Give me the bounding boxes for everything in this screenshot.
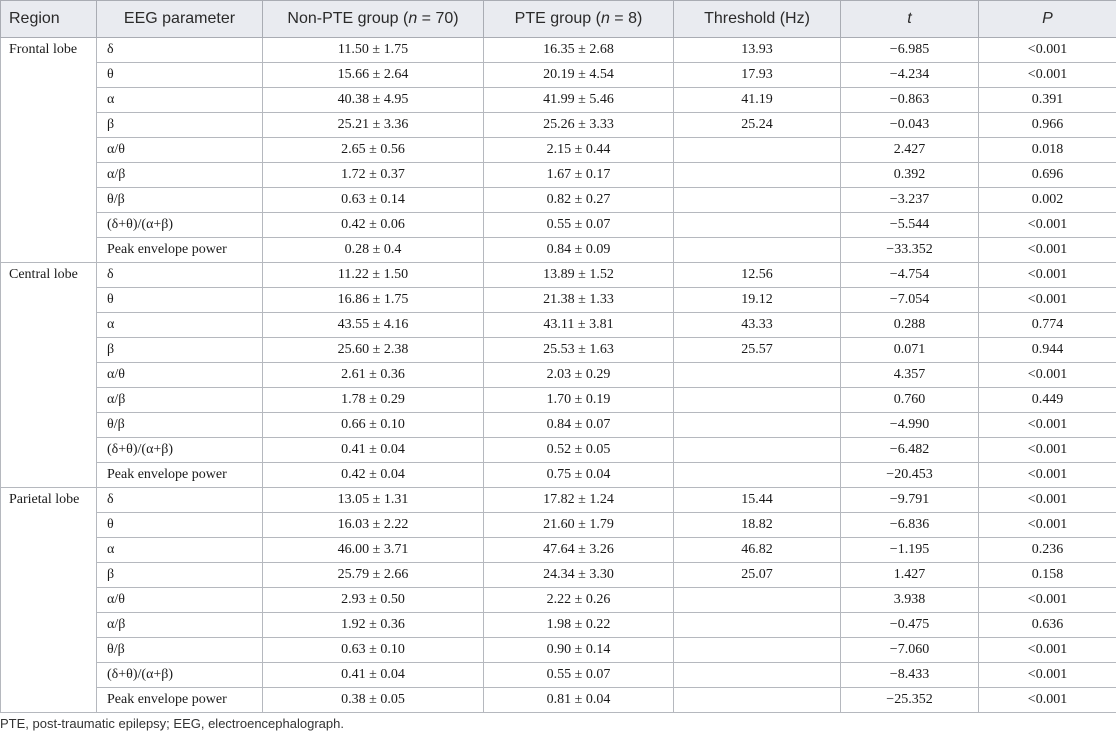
header-threshold: Threshold (Hz) — [674, 1, 841, 38]
pte-value-cell: 0.84 ± 0.07 — [484, 413, 674, 438]
parameter-cell: α — [97, 313, 263, 338]
non-pte-value-cell: 25.79 ± 2.66 — [263, 563, 484, 588]
pte-value-cell: 0.82 ± 0.27 — [484, 188, 674, 213]
region-cell: Central lobe — [1, 263, 97, 488]
threshold-cell — [674, 138, 841, 163]
pte-value-cell: 43.11 ± 3.81 — [484, 313, 674, 338]
header-region: Region — [1, 1, 97, 38]
p-value-cell: <0.001 — [979, 363, 1116, 388]
parameter-cell: β — [97, 113, 263, 138]
pte-value-cell: 0.90 ± 0.14 — [484, 638, 674, 663]
table-row — [1, 588, 1116, 613]
t-statistic-cell: 0.288 — [841, 313, 979, 338]
p-value-cell: 0.391 — [979, 88, 1116, 113]
p-value-cell: <0.001 — [979, 513, 1116, 538]
threshold-cell: 15.44 — [674, 488, 841, 513]
pte-value-cell: 2.22 ± 0.26 — [484, 588, 674, 613]
threshold-cell: 25.57 — [674, 338, 841, 363]
table-row — [1, 238, 1116, 263]
non-pte-value-cell: 1.92 ± 0.36 — [263, 613, 484, 638]
t-statistic-cell: −0.863 — [841, 88, 979, 113]
non-pte-value-cell: 2.93 ± 0.50 — [263, 588, 484, 613]
parameter-cell: α/θ — [97, 363, 263, 388]
pte-value-cell: 16.35 ± 2.68 — [484, 38, 674, 63]
parameter-cell: Peak envelope power — [97, 688, 263, 713]
t-statistic-cell: 4.357 — [841, 363, 979, 388]
non-pte-value-cell: 11.22 ± 1.50 — [263, 263, 484, 288]
pte-value-cell: 13.89 ± 1.52 — [484, 263, 674, 288]
parameter-cell: β — [97, 563, 263, 588]
non-pte-value-cell: 2.61 ± 0.36 — [263, 363, 484, 388]
header-non-pte-n: n — [408, 10, 418, 27]
header-pte-group — [484, 1, 674, 38]
non-pte-value-cell: 0.38 ± 0.05 — [263, 688, 484, 713]
p-value-cell: <0.001 — [979, 38, 1116, 63]
p-value-cell: <0.001 — [979, 488, 1116, 513]
pte-value-cell: 1.67 ± 0.17 — [484, 163, 674, 188]
parameter-cell: α/θ — [97, 138, 263, 163]
t-statistic-cell: −25.352 — [841, 688, 979, 713]
t-statistic-cell: 0.071 — [841, 338, 979, 363]
p-value-cell: <0.001 — [979, 463, 1116, 488]
header-pte-count: = 8) — [609, 10, 643, 27]
p-value-cell: 0.158 — [979, 563, 1116, 588]
header-non-pte-label: Non-PTE group ( — [287, 10, 409, 27]
pte-value-cell: 24.34 ± 3.30 — [484, 563, 674, 588]
table-row — [1, 413, 1116, 438]
parameter-cell: Peak envelope power — [97, 463, 263, 488]
threshold-cell: 46.82 — [674, 538, 841, 563]
table-row — [1, 138, 1116, 163]
pte-value-cell: 2.15 ± 0.44 — [484, 138, 674, 163]
non-pte-value-cell: 0.42 ± 0.06 — [263, 213, 484, 238]
non-pte-value-cell: 11.50 ± 1.75 — [263, 38, 484, 63]
pte-value-cell: 0.75 ± 0.04 — [484, 463, 674, 488]
table-row — [1, 513, 1116, 538]
threshold-cell — [674, 463, 841, 488]
pte-value-cell: 0.52 ± 0.05 — [484, 438, 674, 463]
region-cell: Frontal lobe — [1, 38, 97, 263]
parameter-cell: δ — [97, 263, 263, 288]
pte-value-cell: 21.60 ± 1.79 — [484, 513, 674, 538]
threshold-cell: 17.93 — [674, 63, 841, 88]
p-value-cell: 0.696 — [979, 163, 1116, 188]
t-statistic-cell: −7.054 — [841, 288, 979, 313]
table-row — [1, 213, 1116, 238]
t-statistic-cell: −1.195 — [841, 538, 979, 563]
threshold-cell: 43.33 — [674, 313, 841, 338]
region-cell: Parietal lobe — [1, 488, 97, 713]
t-statistic-cell: −8.433 — [841, 663, 979, 688]
p-value-cell: 0.966 — [979, 113, 1116, 138]
parameter-cell: α/β — [97, 613, 263, 638]
non-pte-value-cell: 16.03 ± 2.22 — [263, 513, 484, 538]
header-pte-n: n — [600, 10, 610, 27]
non-pte-value-cell: 1.78 ± 0.29 — [263, 388, 484, 413]
threshold-cell — [674, 638, 841, 663]
table-row — [1, 88, 1116, 113]
parameter-cell: α — [97, 538, 263, 563]
t-statistic-cell: −9.791 — [841, 488, 979, 513]
pte-value-cell: 21.38 ± 1.33 — [484, 288, 674, 313]
table-row — [1, 313, 1116, 338]
p-value-cell: <0.001 — [979, 413, 1116, 438]
non-pte-value-cell: 0.63 ± 0.10 — [263, 638, 484, 663]
parameter-cell: θ/β — [97, 188, 263, 213]
pte-value-cell: 2.03 ± 0.29 — [484, 363, 674, 388]
pte-value-cell: 25.53 ± 1.63 — [484, 338, 674, 363]
non-pte-value-cell: 2.65 ± 0.56 — [263, 138, 484, 163]
p-value-cell: <0.001 — [979, 238, 1116, 263]
threshold-cell — [674, 388, 841, 413]
p-value-cell: 0.236 — [979, 538, 1116, 563]
non-pte-value-cell: 0.41 ± 0.04 — [263, 438, 484, 463]
pte-value-cell: 1.70 ± 0.19 — [484, 388, 674, 413]
threshold-cell — [674, 213, 841, 238]
header-non-pte-count: = 70) — [417, 10, 459, 27]
parameter-cell: θ/β — [97, 413, 263, 438]
parameter-cell: δ — [97, 488, 263, 513]
threshold-cell — [674, 188, 841, 213]
table-row — [1, 613, 1116, 638]
threshold-cell — [674, 588, 841, 613]
parameter-cell: θ/β — [97, 638, 263, 663]
table-row — [1, 288, 1116, 313]
p-value-cell: <0.001 — [979, 263, 1116, 288]
p-value-cell: <0.001 — [979, 213, 1116, 238]
parameter-cell: α — [97, 88, 263, 113]
parameter-cell: α/θ — [97, 588, 263, 613]
parameter-cell: β — [97, 338, 263, 363]
parameter-cell: α/β — [97, 388, 263, 413]
pte-value-cell: 0.81 ± 0.04 — [484, 688, 674, 713]
non-pte-value-cell: 40.38 ± 4.95 — [263, 88, 484, 113]
non-pte-value-cell: 16.86 ± 1.75 — [263, 288, 484, 313]
threshold-cell — [674, 238, 841, 263]
t-statistic-cell: −5.544 — [841, 213, 979, 238]
parameter-cell: α/β — [97, 163, 263, 188]
t-statistic-cell: −4.754 — [841, 263, 979, 288]
t-statistic-cell: −4.234 — [841, 63, 979, 88]
table-row — [1, 63, 1116, 88]
parameter-cell: (δ+θ)/(α+β) — [97, 663, 263, 688]
parameter-cell: (δ+θ)/(α+β) — [97, 213, 263, 238]
t-statistic-cell: −33.352 — [841, 238, 979, 263]
header-row — [1, 1, 1116, 38]
table-body — [1, 38, 1116, 713]
non-pte-value-cell: 46.00 ± 3.71 — [263, 538, 484, 563]
table-row — [1, 263, 1116, 288]
table-row — [1, 38, 1116, 63]
non-pte-value-cell: 0.42 ± 0.04 — [263, 463, 484, 488]
header-pte-label: PTE group ( — [514, 10, 601, 27]
non-pte-value-cell: 25.21 ± 3.36 — [263, 113, 484, 138]
t-statistic-cell: −20.453 — [841, 463, 979, 488]
pte-value-cell: 0.55 ± 0.07 — [484, 213, 674, 238]
t-statistic-cell: 0.392 — [841, 163, 979, 188]
pte-value-cell: 1.98 ± 0.22 — [484, 613, 674, 638]
threshold-cell — [674, 413, 841, 438]
parameter-cell: θ — [97, 63, 263, 88]
threshold-cell — [674, 163, 841, 188]
table-footnote: PTE, post-traumatic epilepsy; EEG, electroencephalograph. — [0, 716, 344, 731]
threshold-cell: 19.12 — [674, 288, 841, 313]
p-value-cell: 0.944 — [979, 338, 1116, 363]
table-row — [1, 463, 1116, 488]
header-p-value: P — [979, 1, 1116, 38]
t-statistic-cell: −4.990 — [841, 413, 979, 438]
p-value-cell: <0.001 — [979, 63, 1116, 88]
non-pte-value-cell: 1.72 ± 0.37 — [263, 163, 484, 188]
t-statistic-cell: −6.482 — [841, 438, 979, 463]
p-value-cell: 0.002 — [979, 188, 1116, 213]
table-row — [1, 688, 1116, 713]
table-row — [1, 488, 1116, 513]
p-value-cell: <0.001 — [979, 588, 1116, 613]
threshold-cell — [674, 363, 841, 388]
table-row — [1, 538, 1116, 563]
p-value-cell: 0.449 — [979, 388, 1116, 413]
pte-value-cell: 20.19 ± 4.54 — [484, 63, 674, 88]
t-statistic-cell: −6.985 — [841, 38, 979, 63]
t-statistic-cell: 3.938 — [841, 588, 979, 613]
threshold-cell: 13.93 — [674, 38, 841, 63]
non-pte-value-cell: 0.28 ± 0.4 — [263, 238, 484, 263]
table-row — [1, 363, 1116, 388]
parameter-cell: θ — [97, 288, 263, 313]
threshold-cell — [674, 688, 841, 713]
threshold-cell: 25.24 — [674, 113, 841, 138]
header-eeg-parameter: EEG parameter — [97, 1, 263, 38]
header-t-statistic: t — [841, 1, 979, 38]
table-row — [1, 663, 1116, 688]
t-statistic-cell: −6.836 — [841, 513, 979, 538]
p-value-cell: <0.001 — [979, 688, 1116, 713]
pte-value-cell: 47.64 ± 3.26 — [484, 538, 674, 563]
pte-value-cell: 25.26 ± 3.33 — [484, 113, 674, 138]
table-row — [1, 388, 1116, 413]
pte-value-cell: 0.84 ± 0.09 — [484, 238, 674, 263]
table-row — [1, 438, 1116, 463]
threshold-cell — [674, 663, 841, 688]
p-value-cell: <0.001 — [979, 288, 1116, 313]
table-row — [1, 113, 1116, 138]
pte-value-cell: 41.99 ± 5.46 — [484, 88, 674, 113]
p-value-cell: 0.774 — [979, 313, 1116, 338]
non-pte-value-cell: 0.41 ± 0.04 — [263, 663, 484, 688]
table-row — [1, 188, 1116, 213]
p-value-cell: 0.018 — [979, 138, 1116, 163]
threshold-cell: 18.82 — [674, 513, 841, 538]
table-row — [1, 163, 1116, 188]
non-pte-value-cell: 0.63 ± 0.14 — [263, 188, 484, 213]
non-pte-value-cell: 13.05 ± 1.31 — [263, 488, 484, 513]
pte-value-cell: 0.55 ± 0.07 — [484, 663, 674, 688]
table-row — [1, 338, 1116, 363]
t-statistic-cell: −3.237 — [841, 188, 979, 213]
threshold-cell — [674, 613, 841, 638]
t-statistic-cell: −7.060 — [841, 638, 979, 663]
t-statistic-cell: −0.475 — [841, 613, 979, 638]
p-value-cell: <0.001 — [979, 438, 1116, 463]
non-pte-value-cell: 15.66 ± 2.64 — [263, 63, 484, 88]
non-pte-value-cell: 43.55 ± 4.16 — [263, 313, 484, 338]
header-non-pte-group — [263, 1, 484, 38]
threshold-cell — [674, 438, 841, 463]
non-pte-value-cell: 0.66 ± 0.10 — [263, 413, 484, 438]
parameter-cell: Peak envelope power — [97, 238, 263, 263]
threshold-cell: 41.19 — [674, 88, 841, 113]
p-value-cell: 0.636 — [979, 613, 1116, 638]
parameter-cell: δ — [97, 38, 263, 63]
table-row — [1, 638, 1116, 663]
parameter-cell: θ — [97, 513, 263, 538]
t-statistic-cell: 2.427 — [841, 138, 979, 163]
t-statistic-cell: −0.043 — [841, 113, 979, 138]
p-value-cell: <0.001 — [979, 663, 1116, 688]
table-header — [1, 1, 1116, 38]
t-statistic-cell: 1.427 — [841, 563, 979, 588]
parameter-cell: (δ+θ)/(α+β) — [97, 438, 263, 463]
non-pte-value-cell: 25.60 ± 2.38 — [263, 338, 484, 363]
t-statistic-cell: 0.760 — [841, 388, 979, 413]
p-value-cell: <0.001 — [979, 638, 1116, 663]
table-row — [1, 563, 1116, 588]
threshold-cell: 12.56 — [674, 263, 841, 288]
threshold-cell: 25.07 — [674, 563, 841, 588]
pte-value-cell: 17.82 ± 1.24 — [484, 488, 674, 513]
